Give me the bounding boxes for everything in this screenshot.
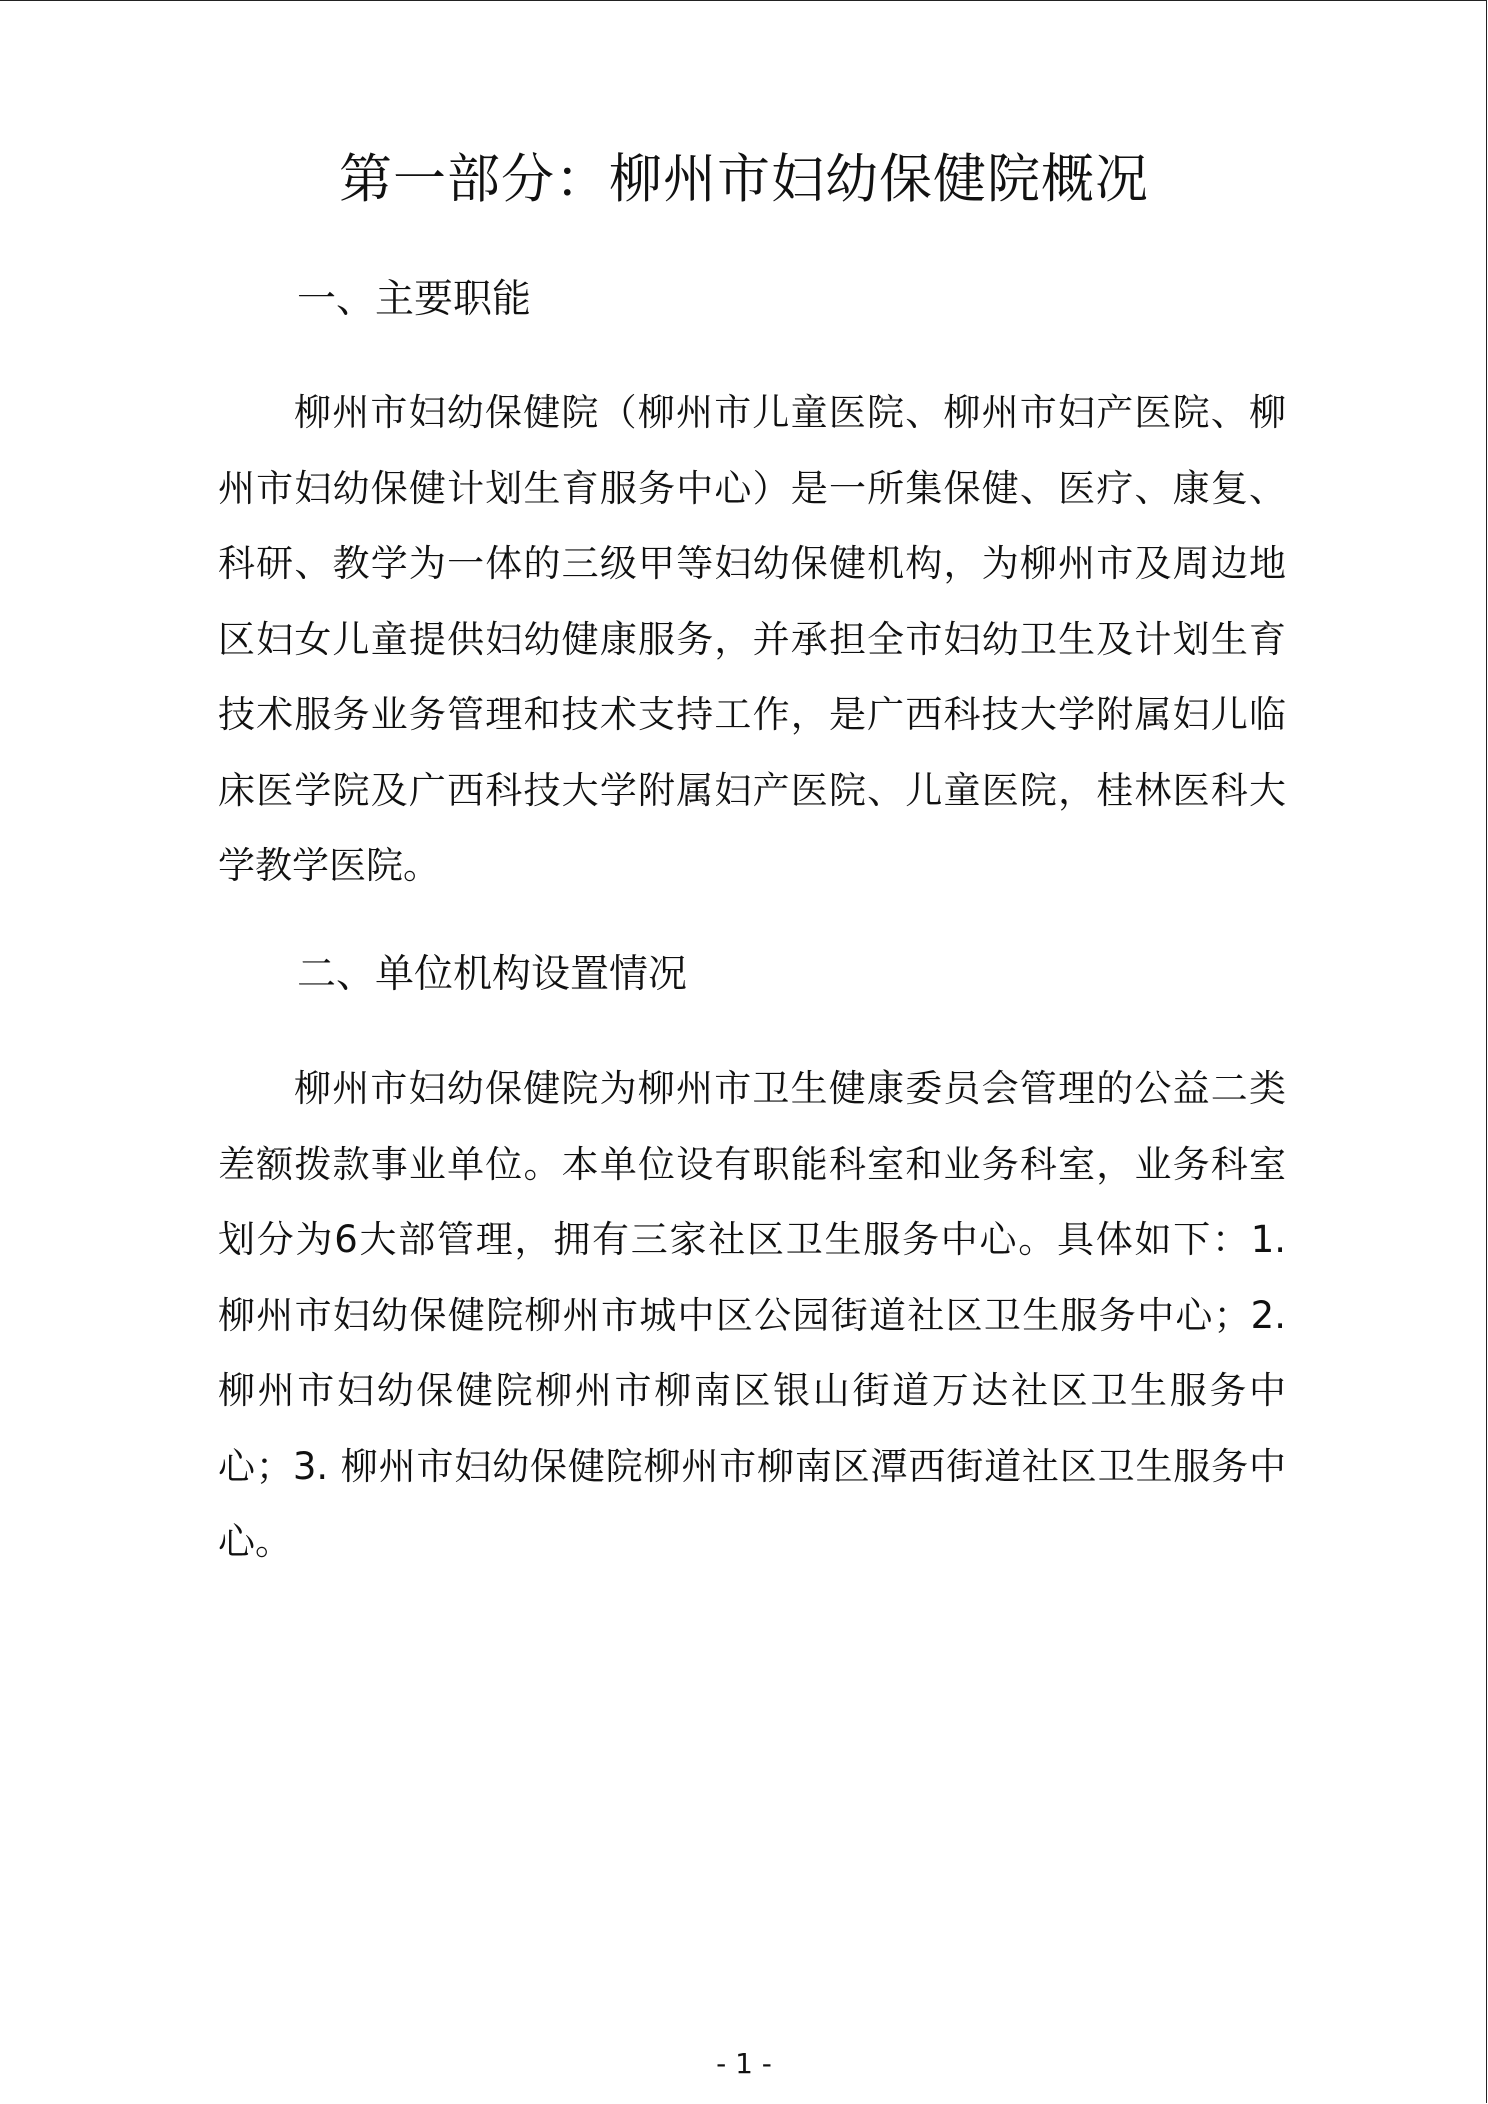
section-heading-main-functions: 一、主要职能	[297, 277, 532, 322]
section-heading-organization: 二、单位机构设置情况	[297, 952, 688, 997]
page-title: 第一部分：柳州市妇幼保健院概况	[339, 149, 1149, 210]
page-number: - 1 -	[716, 2047, 772, 2080]
section-paragraph-organization: 柳州市妇幼保健院为柳州市卫生健康委员会管理的公益二类差额拨款事业单位。本单位设有职能科室和业务科室，业务科室划分为6大部管理，拥有三家社区卫生服务中心。具体如下：1. 柳州市妇幼保健院柳州市城中区公园街道社区卫生服务中心；2. 柳州市妇幼保健院柳州市柳南区银山街道万达社区卫生服务中心；3. 柳州市妇幼保健院柳州市柳南区潭西街道社区卫生服务中心。	[218, 1067, 1286, 1563]
section-paragraph-main-functions: 柳州市妇幼保健院（柳州市儿童医院、柳州市妇产医院、柳州市妇幼保健计划生育服务中心）是一所集保健、医疗、康复、科研、教学为一体的三级甲等妇幼保健机构，为柳州市及周边地区妇女儿童提供妇幼健康服务，并承担全市妇幼卫生及计划生育技术服务业务管理和技术支持工作，是广西科技大学附属妇儿临床医学院及广西科技大学附属妇产医院、儿童医院，桂林医科大学教学医院。	[218, 391, 1286, 887]
